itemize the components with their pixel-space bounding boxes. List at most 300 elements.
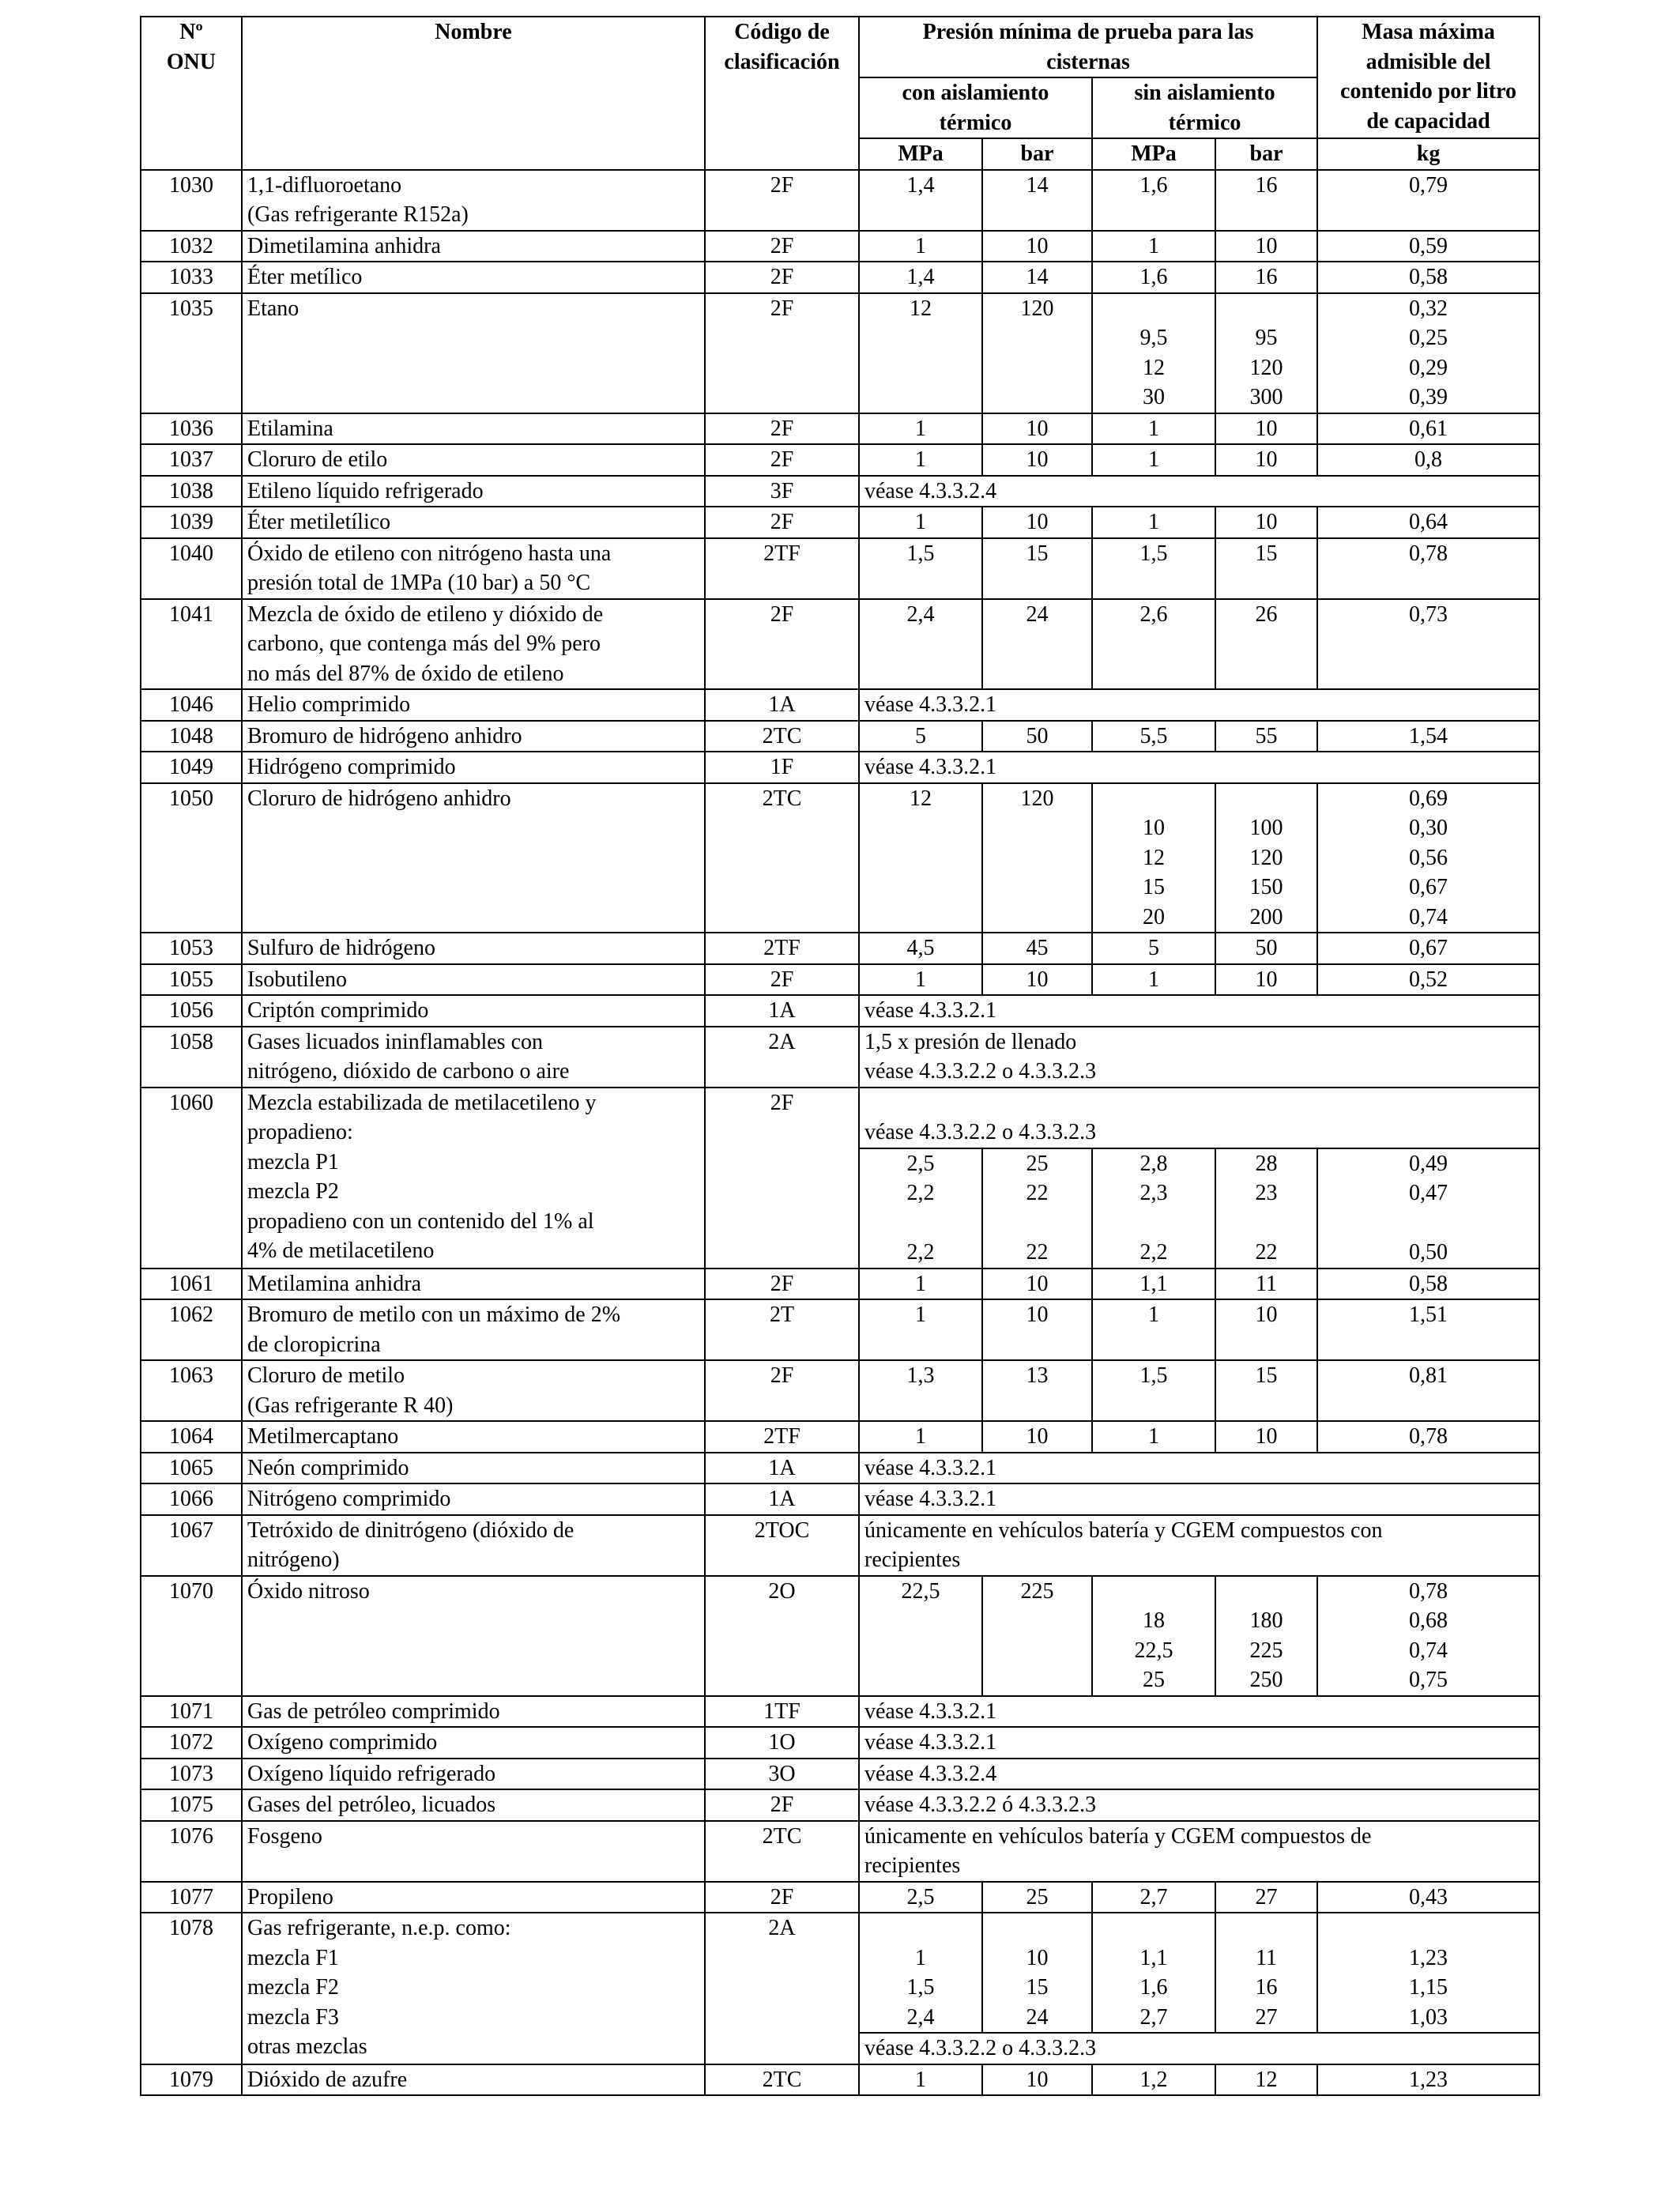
max-mass-kg — [1317, 1576, 1539, 1696]
table-row — [141, 599, 1539, 690]
reference-note — [859, 995, 1539, 1027]
cell-line: 0,75 — [1409, 1668, 1448, 1692]
table-row — [141, 170, 1539, 231]
un-number: 1076 — [141, 1821, 242, 1882]
cell-line: 0,58 — [1409, 1271, 1448, 1296]
table-row — [141, 1027, 1539, 1088]
bar-uninsulated — [1215, 1576, 1317, 1696]
cell-line: 120 — [1020, 296, 1054, 321]
cell-line: 0,47 — [1409, 1181, 1448, 1205]
reference-note — [859, 752, 1539, 783]
cell-line: 12 — [910, 786, 932, 811]
reference-note — [859, 1789, 1539, 1821]
cell-line: Dimetilamina anhidra — [247, 233, 441, 258]
cell-line: Fosgeno — [247, 1823, 322, 1849]
cell-line: (Gas refrigerante R 40) — [247, 1393, 454, 1418]
mpa-insulated — [859, 783, 982, 933]
cell-line: 2,2 — [906, 1181, 935, 1205]
substance-name — [242, 507, 705, 538]
max-mass-kg — [1317, 1360, 1539, 1421]
cell-line: 5 — [1148, 936, 1159, 960]
bar-uninsulated — [1215, 1913, 1317, 2033]
table-row — [141, 444, 1539, 476]
mpa-insulated — [859, 1882, 982, 1913]
cell-line: 5,5 — [1139, 723, 1168, 748]
reference-note: véase 4.3.3.2.2 o 4.3.3.2.3 — [859, 1088, 1539, 1148]
substance-name — [242, 1360, 705, 1421]
cell-line: Gas refrigerante, n.e.p. como: — [247, 1916, 511, 1940]
cell-line: véase 4.3.3.2.1 — [864, 1730, 997, 1755]
cell-line: carbono, que contenga más del 9% pero — [247, 631, 601, 656]
substance-name — [242, 783, 705, 933]
table-row — [141, 1759, 1539, 1790]
reference-note — [859, 689, 1539, 721]
cell-line: nitrógeno, dióxido de carbono o aire — [247, 1059, 570, 1084]
cell-line — [1221, 1913, 1312, 1943]
mpa-insulated — [859, 1269, 982, 1300]
bar-uninsulated — [1215, 1148, 1317, 1269]
un-number: 1071 — [141, 1696, 242, 1728]
cell-line: mezcla P1 — [247, 1149, 339, 1174]
cell-line: Oxígeno líquido refrigerado — [247, 1761, 496, 1786]
cell-line: 1,4 — [906, 265, 935, 289]
cell-line — [1323, 1913, 1534, 1943]
cell-line: presión total de 1MPa (10 bar) a 50 °C — [247, 571, 591, 595]
cell-line: Óxido nitroso — [247, 1578, 370, 1604]
cell-line: 22 — [1255, 1240, 1278, 1265]
bar-insulated — [982, 293, 1092, 413]
substance-name — [242, 413, 705, 445]
reference-note — [859, 1515, 1539, 1576]
substance-name — [242, 995, 705, 1027]
cell-line: 1,23 — [1409, 1945, 1448, 1970]
mpa-insulated — [859, 721, 982, 752]
cell-line: 16 — [1255, 172, 1278, 198]
classification-code: 2O — [705, 1576, 859, 1696]
mpa-uninsulated — [1092, 1299, 1215, 1360]
substance-name — [242, 1727, 705, 1759]
cell-line: 2,2 — [1139, 1240, 1168, 1265]
cell-line: 0,43 — [1409, 1884, 1448, 1909]
cell-line: 10 — [1026, 1271, 1049, 1296]
reference-note: véase 4.3.3.2.2 o 4.3.3.2.3 — [859, 2033, 1539, 2064]
mpa-uninsulated — [1092, 538, 1215, 599]
cell-line: 225 — [1249, 1638, 1283, 1663]
bar-uninsulated — [1215, 231, 1317, 262]
substance-name — [242, 1088, 705, 1269]
cell-line: 10 — [1255, 510, 1278, 534]
mpa-insulated — [859, 507, 982, 538]
bar-uninsulated — [1215, 1882, 1317, 1913]
cell-line: 150 — [1249, 875, 1283, 899]
cell-line: Dióxido de azufre — [247, 2067, 408, 2092]
mpa-insulated — [859, 170, 982, 231]
substance-name — [242, 1789, 705, 1821]
cell-line: 2,4 — [906, 601, 935, 627]
classification-code: 2F — [705, 1088, 859, 1269]
cell-line: recipientes — [864, 1547, 961, 1572]
cell-line: 15 — [1143, 875, 1165, 899]
cell-line: 15 — [1026, 1975, 1049, 2000]
cell-line: 10 — [1255, 1302, 1278, 1327]
cell-line: 10 — [1255, 1424, 1278, 1449]
mpa-insulated — [859, 1913, 982, 2033]
classification-code: 1TF — [705, 1696, 859, 1728]
bar-uninsulated — [1215, 1299, 1317, 1360]
cell-line: Metilmercaptano — [247, 1424, 399, 1449]
bar-uninsulated — [1215, 721, 1317, 752]
cell-line: 50 — [1255, 936, 1278, 960]
bar-uninsulated — [1215, 538, 1317, 599]
un-number: 1055 — [141, 964, 242, 996]
classification-code: 2F — [705, 1269, 859, 1300]
cell-line: Cloruro de etilo — [247, 447, 388, 472]
cell-line: 1 — [915, 1271, 926, 1296]
mpa-uninsulated — [1092, 1576, 1215, 1696]
mpa-uninsulated — [1092, 2064, 1215, 2096]
mpa-insulated — [859, 262, 982, 293]
bar-insulated — [982, 1421, 1092, 1453]
cell-line: 27 — [1255, 2004, 1278, 2030]
cell-line: 27 — [1255, 1884, 1278, 1909]
cell-line: 28 — [1255, 1151, 1278, 1176]
table-row — [141, 1913, 1539, 2033]
cell-line: Sulfuro de hidrógeno — [247, 936, 435, 960]
cell-line: 22 — [1026, 1181, 1049, 1205]
cell-line: 0,49 — [1409, 1151, 1448, 1176]
table-row — [141, 476, 1539, 507]
cell-line: véase 4.3.3.2.1 — [864, 692, 997, 717]
cell-line: 0,78 — [1409, 1578, 1448, 1604]
cell-line: 1,54 — [1409, 723, 1448, 748]
bar-insulated — [982, 1882, 1092, 1913]
cell-line: 1 — [915, 2067, 926, 2092]
bar-uninsulated — [1215, 170, 1317, 231]
cell-line: 11 — [1256, 1945, 1277, 1970]
cell-line: 1,5 — [1139, 541, 1168, 566]
bar-insulated — [982, 1269, 1092, 1300]
cell-line: otras mezclas — [247, 2034, 367, 2059]
page — [140, 16, 1539, 2096]
cell-line: 2,7 — [1139, 1884, 1168, 1909]
cell-line: 24 — [1026, 601, 1049, 627]
cell-line: 1,3 — [906, 1363, 935, 1388]
cell-line: 10 — [1026, 447, 1049, 472]
max-mass-kg — [1317, 293, 1539, 413]
cell-line: 0,29 — [1409, 355, 1448, 380]
cell-line — [1221, 294, 1312, 324]
classification-code: 2TF — [705, 538, 859, 599]
bar-uninsulated — [1215, 262, 1317, 293]
cell-line: 12 — [1255, 2067, 1278, 2092]
substance-name — [242, 1453, 705, 1484]
cell-line: véase 4.3.3.2.1 — [864, 1487, 997, 1511]
un-number: 1070 — [141, 1576, 242, 1696]
un-number: 1062 — [141, 1299, 242, 1360]
table-row — [141, 413, 1539, 445]
classification-code: 2F — [705, 413, 859, 445]
max-mass-kg — [1317, 1148, 1539, 1269]
mpa-uninsulated — [1092, 444, 1215, 476]
cell-line: 1 — [915, 233, 926, 258]
cell-line: 0,81 — [1409, 1363, 1448, 1388]
mpa-insulated — [859, 413, 982, 445]
cell-line — [864, 1913, 977, 1943]
table-row — [141, 1299, 1539, 1360]
cell-line: 0,39 — [1409, 385, 1448, 409]
cell-line: 5 — [915, 723, 926, 748]
un-number: 1030 — [141, 170, 242, 231]
cell-line: Bromuro de metilo con un máximo de 2% — [247, 1302, 621, 1327]
cell-line: 26 — [1255, 601, 1278, 627]
mpa-uninsulated — [1092, 783, 1215, 933]
cell-line: 11 — [1256, 1271, 1277, 1296]
un-number: 1050 — [141, 783, 242, 933]
cell-line: 1,2 — [1139, 2067, 1168, 2092]
substance-name — [242, 476, 705, 507]
mpa-insulated — [859, 1421, 982, 1453]
cell-line: 95 — [1255, 326, 1278, 350]
cell-line — [1098, 1577, 1210, 1607]
header-code: Código de clasificación — [705, 17, 859, 170]
cell-line: Mezcla estabilizada de metilacetileno y — [247, 1090, 597, 1115]
cell-line: 22 — [1026, 1240, 1049, 1265]
un-number: 1079 — [141, 2064, 242, 2096]
header-unit-kg: kg — [1317, 138, 1539, 170]
cell-line: 1 — [1148, 1424, 1159, 1449]
un-number: 1040 — [141, 538, 242, 599]
cell-line: 1 — [915, 510, 926, 534]
bar-insulated — [982, 1360, 1092, 1421]
cell-line: Nitrógeno comprimido — [247, 1487, 451, 1511]
cell-line: véase 4.3.3.2.4 — [864, 478, 997, 503]
cell-line: 0,58 — [1409, 265, 1448, 289]
mpa-uninsulated — [1092, 599, 1215, 690]
mpa-uninsulated — [1092, 507, 1215, 538]
cell-line: 10 — [1255, 967, 1278, 992]
cell-line: 0,8 — [1414, 447, 1443, 472]
mpa-insulated — [859, 599, 982, 690]
bar-insulated — [982, 538, 1092, 599]
bar-insulated — [982, 599, 1092, 690]
cell-line: Hidrógeno comprimido — [247, 755, 456, 779]
cell-line: 1 — [1148, 447, 1159, 472]
cell-line: Éter metílico — [247, 265, 363, 289]
substance-name — [242, 964, 705, 996]
un-number: 1053 — [141, 933, 242, 964]
substance-name — [242, 1821, 705, 1882]
classification-code: 2T — [705, 1299, 859, 1360]
mpa-insulated — [859, 538, 982, 599]
table-row — [141, 1088, 1539, 1148]
cell-line — [1098, 294, 1210, 324]
cell-line — [988, 1913, 1087, 1943]
cell-line: no más del 87% de óxido de etileno — [247, 661, 564, 686]
table-row — [141, 1483, 1539, 1515]
cell-line: véase 4.3.3.2.4 — [864, 1761, 997, 1786]
cell-line: 120 — [1020, 786, 1054, 811]
cell-line: 10 — [1255, 233, 1278, 258]
table-body — [141, 170, 1539, 2096]
header-unit-bar: bar — [982, 138, 1092, 170]
cell-line: véase 4.3.3.2.2 o 4.3.3.2.3 — [864, 1059, 1097, 1084]
classification-code: 1A — [705, 1453, 859, 1484]
cell-line: 0,64 — [1409, 510, 1448, 534]
table-row — [141, 1821, 1539, 1882]
cell-line: 0,74 — [1409, 1638, 1448, 1663]
cell-line: 10 — [1026, 233, 1049, 258]
max-mass-kg — [1317, 1421, 1539, 1453]
cell-line: 10 — [1143, 816, 1165, 840]
cell-line: de cloropicrina — [247, 1332, 381, 1357]
un-number: 1058 — [141, 1027, 242, 1088]
reference-note — [859, 1759, 1539, 1790]
un-number: 1035 — [141, 293, 242, 413]
cell-line: Éter metiletílico — [247, 510, 391, 534]
bar-uninsulated — [1215, 1421, 1317, 1453]
cell-line: únicamente en vehículos batería y CGEM compuestos con — [864, 1517, 1383, 1543]
table-row — [141, 752, 1539, 783]
un-number: 1048 — [141, 721, 242, 752]
substance-name — [242, 599, 705, 690]
cell-line: 2,7 — [1139, 2004, 1168, 2030]
cell-line: 1 — [1148, 967, 1159, 992]
max-mass-kg — [1317, 1269, 1539, 1300]
cell-line — [1323, 1208, 1534, 1238]
cell-line: Mezcla de óxido de etileno y dióxido de — [247, 601, 604, 627]
cell-line: 55 — [1255, 723, 1278, 748]
cell-line: 1,03 — [1409, 2004, 1448, 2030]
un-gas-table — [140, 16, 1540, 2096]
table-row — [141, 293, 1539, 413]
table-row — [141, 1453, 1539, 1484]
cell-line: véase 4.3.3.2.1 — [864, 998, 997, 1023]
cell-line: 1,5 x presión de llenado — [864, 1029, 1077, 1054]
cell-line: 1,1-difluoroetano — [247, 172, 402, 198]
cell-line: 0,79 — [1409, 172, 1448, 198]
classification-code: 2F — [705, 262, 859, 293]
cell-line: 0,32 — [1409, 296, 1448, 321]
cell-line: 1 — [915, 1945, 926, 1970]
mpa-uninsulated — [1092, 1148, 1215, 1269]
table-row — [141, 2064, 1539, 2096]
table-row — [141, 1421, 1539, 1453]
cell-line: 2,3 — [1139, 1181, 1168, 1205]
cell-line: Oxígeno comprimido — [247, 1730, 438, 1755]
cell-line: 1,5 — [1139, 1363, 1168, 1388]
cell-line: 300 — [1249, 385, 1283, 409]
bar-insulated — [982, 444, 1092, 476]
cell-line: mezcla F3 — [247, 2004, 339, 2030]
cell-line: 0,30 — [1409, 816, 1448, 840]
cell-line: 200 — [1249, 904, 1283, 929]
cell-line: 25 — [1026, 1151, 1049, 1176]
table-row — [141, 721, 1539, 752]
mpa-insulated — [859, 444, 982, 476]
mpa-uninsulated — [1092, 964, 1215, 996]
classification-code: 2F — [705, 444, 859, 476]
classification-code: 1A — [705, 1483, 859, 1515]
un-number: 1063 — [141, 1360, 242, 1421]
classification-code: 2F — [705, 599, 859, 690]
bar-insulated — [982, 262, 1092, 293]
cell-line: Gas de petróleo comprimido — [247, 1698, 500, 1724]
cell-line: 12 — [1143, 845, 1165, 870]
cell-line: Etileno líquido refrigerado — [247, 478, 484, 503]
un-number: 1036 — [141, 413, 242, 445]
cell-line: Tetróxido de dinitrógeno (dióxido de — [247, 1517, 574, 1543]
bar-uninsulated — [1215, 1269, 1317, 1300]
cell-line: 10 — [1255, 416, 1278, 441]
classification-code: 1F — [705, 752, 859, 783]
max-mass-kg — [1317, 933, 1539, 964]
cell-line: (Gas refrigerante R152a) — [247, 202, 469, 227]
substance-name — [242, 1483, 705, 1515]
cell-line: únicamente en vehículos batería y CGEM compuestos de — [864, 1823, 1372, 1849]
cell-line: 16 — [1255, 1975, 1278, 2000]
cell-line: 1 — [1148, 233, 1159, 258]
cell-line: nitrógeno) — [247, 1547, 340, 1572]
cell-line: Óxido de etileno con nitrógeno hasta una — [247, 541, 612, 566]
cell-line: 16 — [1255, 265, 1278, 289]
cell-line: 2,4 — [906, 2004, 935, 2030]
cell-line: Helio comprimido — [247, 692, 411, 717]
cell-line: 1 — [1148, 510, 1159, 534]
cell-line: 10 — [1026, 510, 1049, 534]
cell-line — [1098, 1208, 1210, 1238]
cell-line: Cloruro de hidrógeno anhidro — [247, 786, 511, 811]
classification-code: 2TF — [705, 933, 859, 964]
cell-line: 12 — [1143, 355, 1165, 380]
cell-line: 1,5 — [906, 541, 935, 566]
table-row — [141, 964, 1539, 996]
classification-code: 2F — [705, 964, 859, 996]
max-mass-kg — [1317, 538, 1539, 599]
bar-uninsulated — [1215, 1360, 1317, 1421]
un-number: 1078 — [141, 1913, 242, 2064]
header-with-insulation: con aislamiento térmico — [859, 77, 1092, 138]
cell-line: 120 — [1249, 845, 1283, 870]
mpa-uninsulated — [1092, 721, 1215, 752]
cell-line: 22,5 — [1134, 1638, 1173, 1663]
cell-line: 10 — [1026, 2067, 1049, 2092]
mpa-insulated — [859, 1299, 982, 1360]
reference-note — [859, 1483, 1539, 1515]
max-mass-kg — [1317, 262, 1539, 293]
cell-line: 2,2 — [906, 1240, 935, 1265]
mpa-insulated — [859, 2064, 982, 2096]
substance-name — [242, 933, 705, 964]
substance-name — [242, 293, 705, 413]
max-mass-kg — [1317, 1299, 1539, 1360]
cell-line: 14 — [1026, 265, 1049, 289]
cell-line: 0,50 — [1409, 1240, 1448, 1265]
max-mass-kg — [1317, 783, 1539, 933]
classification-code: 2A — [705, 1027, 859, 1088]
reference-note — [859, 1453, 1539, 1484]
cell-line: 1,4 — [906, 172, 935, 198]
un-number: 1046 — [141, 689, 242, 721]
bar-uninsulated — [1215, 293, 1317, 413]
cell-line: 10 — [1026, 1302, 1049, 1327]
cell-line: 1 — [915, 1302, 926, 1327]
cell-line: 2,8 — [1139, 1151, 1168, 1176]
header-unit-mpa: MPa — [859, 138, 982, 170]
bar-insulated — [982, 933, 1092, 964]
bar-uninsulated — [1215, 444, 1317, 476]
cell-line — [864, 1208, 977, 1238]
table-row — [141, 1515, 1539, 1576]
